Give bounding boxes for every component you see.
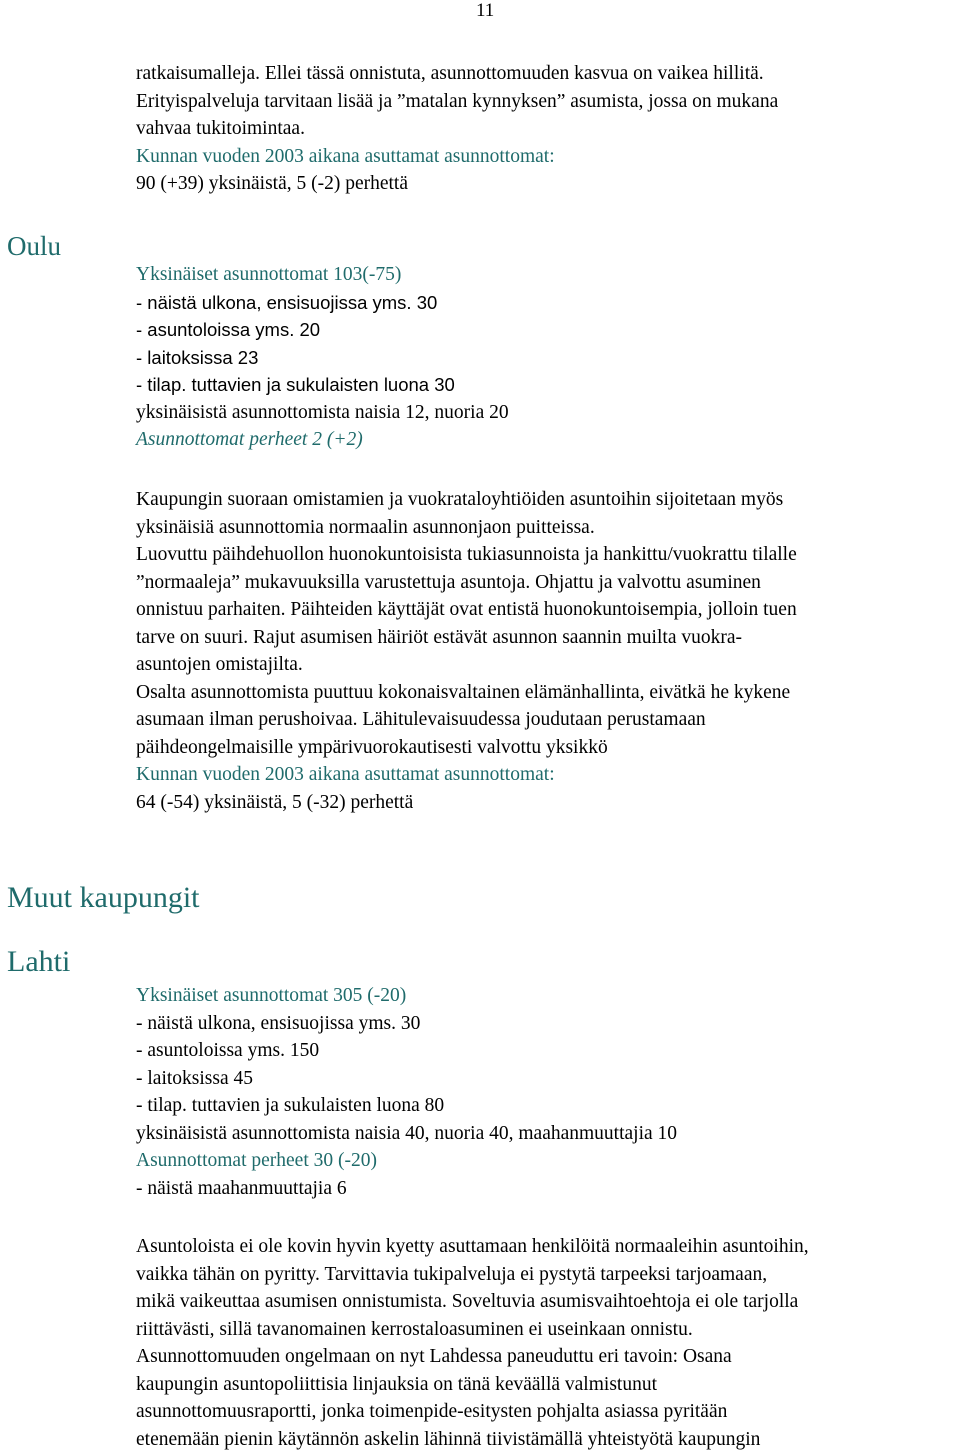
stat-item bbox=[136, 371, 958, 399]
text-line: mikä vaikeuttaa asumisen onnistumista. Soveltuvia asumisvaihtoehtoja ei ole tarjolla bbox=[136, 1291, 799, 1312]
stat-item: - näistä ulkona, ensisuojissa yms. 30 bbox=[136, 1012, 421, 1034]
text-line: Luovuttu päihdehuollon huonokuntoisista tukiasunnoista ja hankittu/vuokrattu tilalle bbox=[136, 544, 797, 565]
housed-figures: 90 (+39) yksinäistä, 5 (-2) perhettä bbox=[136, 173, 409, 194]
section-heading-oulu: Oulu bbox=[7, 231, 61, 261]
stat-item-text: - tilap. tuttavien ja sukulaisten luona 30 bbox=[136, 374, 455, 395]
text-line: ”normaaleja” mukavuuksilla varustettuja asuntoja. Ohjattu ja valvottu asuminen bbox=[136, 571, 761, 593]
lahti-statistics bbox=[136, 982, 958, 1202]
text-line: etenemään pienin käytännön askelin lähinnä tiivistämällä yhteistyötä kaupungin bbox=[136, 1428, 761, 1450]
text-line: vaikka tähän on pyritty. Tarvittavia tukipalveluja ei pystytä tarpeeksi tarjoamaan, bbox=[136, 1263, 768, 1285]
stat-item: - laitoksissa 45 bbox=[136, 1067, 253, 1089]
text-line: tarve on suuri. Rajut asumisen häiriöt estävät asunnon saannin muilta vuokra- bbox=[136, 626, 742, 648]
stat-item: - laitoksissa 23 bbox=[136, 346, 259, 368]
section-heading-lahti: Lahti bbox=[7, 945, 71, 978]
text-line: vahvaa tukitoimintaa. bbox=[136, 118, 305, 139]
oulu-statistics bbox=[136, 261, 958, 454]
women-youth-line: yksinäisistä asunnottomista naisia 12, nuoria 20 bbox=[136, 401, 509, 423]
stat-item: - asuntoloissa yms. 20 bbox=[136, 319, 321, 340]
single-homeless-title: Yksinäiset asunnottomat 305 (-20) bbox=[136, 985, 407, 1006]
lahti-description bbox=[136, 1233, 958, 1453]
text-line: kaupungin asuntopoliittisia linjauksia on tänä keväällä valmistunut bbox=[136, 1373, 657, 1395]
housed-heading: Kunnan vuoden 2003 aikana asuttamat asunnottomat: bbox=[136, 764, 555, 785]
text-line: riittävästi, sillä tavanomainen kerrostaloasuminen ei useinkaan onnistu. bbox=[136, 1318, 693, 1340]
stat-item: - näistä ulkona, ensisuojissa yms. 30 bbox=[136, 291, 438, 313]
homeless-families-line: Asunnottomat perheet 30 (-20) bbox=[136, 1150, 377, 1171]
text-line: asunnottomuusraportti, jonka toimenpide-esitysten pohjalta asiassa pyritään bbox=[136, 1401, 728, 1422]
women-youth-line: yksinäisistä asunnottomista naisia 40, nuoria 40, maahanmuuttajia 10 bbox=[136, 1122, 678, 1144]
text-line: päihdeongelmaisille ympärivuorokautisesti valvottu yksikkö bbox=[136, 736, 608, 758]
text-line: ratkaisumalleja. Ellei tässä onnistuta, asunnottomuuden kasvua on vaikea hillitä. bbox=[136, 63, 764, 84]
text-line: asuntojen omistajilta. bbox=[136, 654, 303, 675]
stat-item: - asuntoloissa yms. 150 bbox=[136, 1040, 320, 1061]
text-line: asumaan ilman perushoivaa. Lähitulevaisuudessa joudutaan perustamaan bbox=[136, 709, 706, 730]
section-heading-muut-kaupungit: Muut kaupungit bbox=[7, 881, 200, 914]
stat-item: - tilap. tuttavien ja sukulaisten luona 80 bbox=[136, 1095, 445, 1116]
oulu-description bbox=[136, 486, 958, 816]
text-line: onnistuu parhaiten. Päihteiden käyttäjät ovat entistä huonokuntoisempia, jolloin tuen bbox=[136, 599, 797, 620]
text-line: Kaupungin suoraan omistamien ja vuokrataloyhtiöiden asuntoihin sijoitetaan myös bbox=[136, 489, 784, 510]
intro-paragraph bbox=[136, 60, 958, 198]
page-number: 11 bbox=[476, 0, 495, 21]
text-line: Erityispalveluja tarvitaan lisää ja ”matalan kynnyksen” asumista, jossa on mukana bbox=[136, 90, 779, 112]
housed-figures: 64 (-54) yksinäistä, 5 (-32) perhettä bbox=[136, 791, 414, 813]
text-line: yksinäisiä asunnottomia normaalin asunnonjaon puitteissa. bbox=[136, 516, 595, 538]
text-line: Asuntoloista ei ole kovin hyvin kyetty asuttamaan henkilöitä normaaleihin asuntoihin, bbox=[136, 1236, 809, 1257]
families-sub-item: - näistä maahanmuuttajia 6 bbox=[136, 1177, 347, 1199]
text-line: Osalta asunnottomista puuttuu kokonaisvaltainen elämänhallinta, eivätkä he kykene bbox=[136, 681, 791, 703]
text-line: Asunnottomuuden ongelmaan on nyt Lahdessa paneuduttu eri tavoin: Osana bbox=[136, 1346, 732, 1367]
single-homeless-title: Yksinäiset asunnottomat 103(-75) bbox=[136, 264, 402, 285]
homeless-families-line: Asunnottomat perheet 2 (+2) bbox=[136, 429, 363, 450]
housed-heading: Kunnan vuoden 2003 aikana asuttamat asunnottomat: bbox=[136, 145, 555, 167]
